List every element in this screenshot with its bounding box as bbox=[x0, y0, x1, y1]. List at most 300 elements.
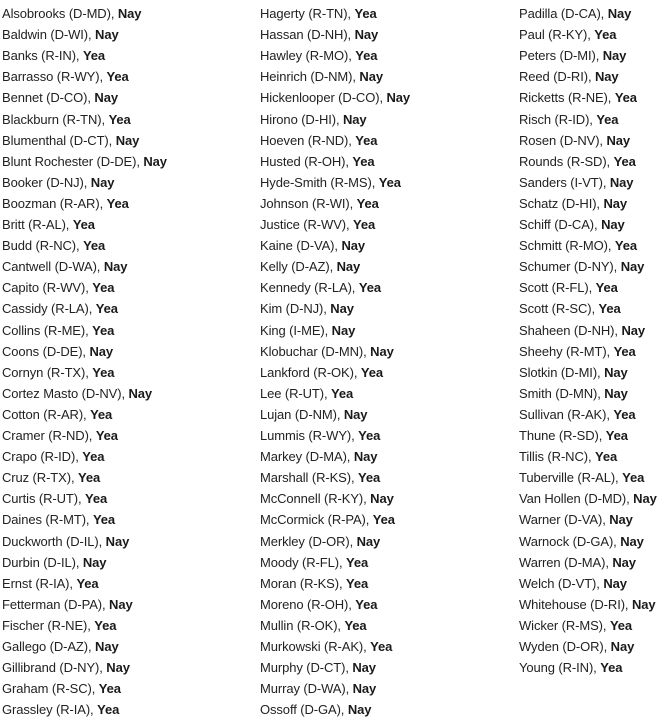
vote-entry bbox=[2, 407, 112, 423]
vote-value: Nay bbox=[631, 596, 656, 612]
vote-entry bbox=[260, 133, 377, 149]
senator-name: Banks (R-IN), bbox=[2, 48, 83, 64]
vote-value: Yea bbox=[595, 449, 618, 465]
vote-entry bbox=[2, 90, 118, 106]
senator-name: Wicker (R-MS), bbox=[519, 617, 610, 633]
vote-value: Nay bbox=[604, 364, 628, 380]
senator-name: Kaine (D-VA), bbox=[260, 238, 342, 254]
vote-value: Nay bbox=[620, 533, 644, 549]
vote-value: Yea bbox=[94, 617, 117, 633]
vote-entry bbox=[2, 196, 129, 212]
senator-name: Shaheen (D-NH), bbox=[519, 322, 622, 338]
vote-entry bbox=[519, 512, 633, 528]
vote-value: Yea bbox=[108, 111, 131, 127]
vote-value: Yea bbox=[77, 470, 101, 486]
senator-name: Blumenthal (D-CT), bbox=[2, 132, 116, 148]
vote-value: Nay bbox=[370, 491, 394, 507]
vote-entry bbox=[519, 48, 626, 64]
vote-entry bbox=[519, 280, 618, 296]
vote-entry bbox=[260, 555, 368, 571]
senator-name: Baldwin (D-WI), bbox=[2, 27, 96, 43]
vote-value: Yea bbox=[357, 470, 381, 486]
senator-name: Paul (R-KY), bbox=[519, 27, 595, 43]
vote-value: Nay bbox=[95, 639, 119, 654]
vote-entry bbox=[260, 428, 380, 444]
vote-entry bbox=[260, 660, 376, 676]
vote-entry bbox=[260, 238, 365, 254]
senator-name: Cramer (R-ND), bbox=[2, 428, 96, 443]
vote-entry bbox=[260, 470, 380, 486]
vote-value: Nay bbox=[612, 554, 636, 570]
vote-entry bbox=[519, 428, 628, 444]
senator-name: Gallego (D-AZ), bbox=[2, 639, 96, 654]
vote-value: Yea bbox=[614, 90, 637, 106]
vote-entry bbox=[2, 597, 133, 613]
vote-entry bbox=[519, 323, 645, 339]
senator-name: Coons (D-DE), bbox=[2, 343, 90, 359]
senator-name: Daines (R-MT), bbox=[2, 512, 93, 528]
vote-entry bbox=[519, 470, 644, 486]
vote-entry bbox=[2, 491, 107, 507]
senator-name: Murray (D-WA), bbox=[260, 681, 353, 697]
vote-entry bbox=[519, 90, 637, 106]
senator-name: Hyde-Smith (R-MS), bbox=[260, 174, 379, 190]
vote-entry bbox=[519, 618, 632, 634]
vote-value: Nay bbox=[604, 385, 628, 401]
vote-value: Nay bbox=[620, 259, 645, 275]
vote-entry bbox=[260, 576, 368, 592]
senator-name: Ossoff (D-GA), bbox=[260, 702, 348, 718]
senator-name: Warren (D-MA), bbox=[519, 554, 613, 570]
senator-name: Durbin (D-IL), bbox=[2, 554, 83, 570]
senator-name: Blackburn (R-TN), bbox=[2, 111, 109, 127]
senator-name: King (I-ME), bbox=[260, 322, 332, 338]
senator-name: Crapo (R-ID), bbox=[2, 449, 83, 465]
vote-entry bbox=[519, 344, 636, 360]
vote-value: Yea bbox=[370, 639, 393, 654]
vote-value: Nay bbox=[621, 322, 646, 338]
vote-entry bbox=[260, 301, 354, 317]
senator-name: Welch (D-VT), bbox=[519, 575, 604, 591]
vote-entry bbox=[260, 154, 375, 170]
vote-value: Nay bbox=[82, 554, 107, 570]
vote-entry bbox=[519, 301, 621, 317]
senator-name: Tillis (R-NC), bbox=[519, 449, 595, 465]
vote-entry bbox=[260, 365, 383, 381]
vote-entry bbox=[519, 133, 630, 149]
vote-entry bbox=[519, 386, 628, 402]
vote-value: Yea bbox=[106, 69, 129, 85]
vote-value: Yea bbox=[346, 575, 369, 591]
senator-name: Schumer (D-NY), bbox=[519, 259, 621, 275]
vote-value: Yea bbox=[92, 280, 115, 296]
vote-entry bbox=[2, 217, 95, 233]
senator-name: Ricketts (R-NE), bbox=[519, 90, 615, 106]
vote-value: Nay bbox=[610, 639, 635, 654]
senator-name: Rounds (R-SD), bbox=[519, 153, 614, 169]
vote-entry bbox=[2, 27, 119, 43]
vote-value: Nay bbox=[330, 301, 354, 317]
vote-value: Yea bbox=[622, 470, 645, 486]
vote-value: Nay bbox=[607, 6, 632, 21]
senator-name: Moody (R-FL), bbox=[260, 554, 347, 570]
vote-value: Nay bbox=[94, 90, 118, 106]
vote-entry bbox=[2, 365, 114, 381]
vote-entry bbox=[2, 238, 105, 254]
vote-entry bbox=[260, 259, 360, 275]
senator-name: Rosen (D-NV), bbox=[519, 132, 607, 148]
vote-entry bbox=[260, 217, 375, 233]
senator-name: Van Hollen (D-MD), bbox=[519, 491, 634, 507]
vote-value: Yea bbox=[594, 27, 617, 43]
vote-entry bbox=[2, 702, 119, 718]
senator-name: Lankford (R-OK), bbox=[260, 364, 361, 380]
senator-name: Mullin (R-OK), bbox=[260, 617, 345, 633]
vote-value: Yea bbox=[83, 238, 106, 254]
vote-entry bbox=[2, 6, 141, 22]
vote-value: Nay bbox=[109, 596, 133, 612]
vote-value: Yea bbox=[613, 153, 636, 169]
vote-entry bbox=[2, 69, 129, 85]
vote-value: Yea bbox=[97, 702, 120, 718]
vote-entry bbox=[260, 196, 379, 212]
senator-name: Blunt Rochester (D-DE), bbox=[2, 153, 144, 169]
vote-value: Nay bbox=[609, 512, 633, 528]
senator-name: Smith (D-MN), bbox=[519, 385, 605, 401]
vote-value: Nay bbox=[89, 343, 114, 359]
vote-value: Nay bbox=[343, 406, 368, 422]
senator-name: Young (R-IN), bbox=[519, 660, 601, 676]
vote-value: Nay bbox=[370, 343, 394, 359]
vote-entry bbox=[260, 280, 381, 296]
vote-entry bbox=[519, 69, 619, 85]
vote-value: Yea bbox=[95, 301, 118, 317]
vote-entry bbox=[2, 449, 104, 465]
vote-value: Yea bbox=[595, 280, 618, 296]
senator-name: Kennedy (R-LA), bbox=[260, 280, 359, 296]
vote-entry bbox=[260, 491, 394, 507]
senator-name: Britt (R-AL), bbox=[2, 217, 73, 232]
roll-call-list bbox=[2, 0, 667, 720]
vote-entry bbox=[2, 133, 139, 149]
senator-name: Hirono (D-HI), bbox=[260, 111, 344, 127]
vote-value: Nay bbox=[356, 533, 381, 549]
vote-entry bbox=[2, 555, 106, 571]
vote-value: Nay bbox=[633, 491, 657, 507]
vote-entry bbox=[519, 491, 657, 507]
senator-name: Cantwell (D-WA), bbox=[2, 259, 104, 275]
vote-entry bbox=[260, 534, 380, 550]
vote-entry bbox=[519, 597, 656, 613]
senator-name: Curtis (R-UT), bbox=[2, 491, 85, 507]
vote-entry bbox=[260, 681, 376, 697]
vote-value: Yea bbox=[82, 449, 105, 465]
vote-entry bbox=[260, 449, 377, 465]
vote-entry bbox=[519, 238, 637, 254]
vote-entry bbox=[519, 639, 634, 655]
vote-entry bbox=[519, 112, 618, 128]
senator-name: Gillibrand (D-NY), bbox=[2, 660, 107, 676]
vote-entry bbox=[2, 428, 118, 444]
vote-entry bbox=[2, 512, 115, 528]
vote-value: Yea bbox=[598, 301, 621, 317]
vote-value: Yea bbox=[355, 132, 378, 148]
vote-value: Nay bbox=[603, 575, 627, 591]
vote-entry bbox=[260, 69, 383, 85]
senator-name: Collins (R-ME), bbox=[2, 322, 93, 338]
vote-entry bbox=[2, 660, 130, 676]
vote-value: Yea bbox=[378, 174, 401, 190]
senator-name: Lujan (D-NM), bbox=[260, 406, 344, 422]
vote-value: Nay bbox=[595, 69, 619, 85]
vote-value: Yea bbox=[92, 322, 115, 338]
senator-name: Boozman (R-AR), bbox=[2, 195, 107, 211]
vote-value: Yea bbox=[346, 554, 369, 570]
senator-name: Merkley (D-OR), bbox=[260, 533, 357, 549]
vote-entry bbox=[260, 175, 401, 191]
vote-value: Nay bbox=[115, 132, 140, 148]
senator-name: Kelly (D-AZ), bbox=[260, 259, 337, 275]
vote-value: Yea bbox=[331, 385, 354, 401]
vote-entry bbox=[519, 196, 627, 212]
vote-value: Nay bbox=[386, 90, 411, 106]
senator-name: Alsobrooks (D-MD), bbox=[2, 6, 118, 21]
vote-entry bbox=[260, 597, 377, 613]
vote-entry bbox=[260, 407, 367, 423]
vote-entry bbox=[2, 259, 127, 275]
senator-name: Markey (D-MA), bbox=[260, 449, 354, 465]
vote-entry bbox=[519, 660, 622, 676]
vote-value: Yea bbox=[355, 48, 378, 64]
senator-name: Ernst (R-IA), bbox=[2, 575, 77, 591]
vote-value: Yea bbox=[353, 217, 376, 232]
vote-entry bbox=[519, 576, 627, 592]
vote-entry bbox=[260, 344, 394, 360]
vote-value: Nay bbox=[347, 702, 372, 718]
senator-name: Padilla (D-CA), bbox=[519, 6, 608, 21]
vote-value: Nay bbox=[341, 238, 365, 254]
senator-name: Schatz (D-HI), bbox=[519, 195, 604, 211]
vote-column-1 bbox=[2, 0, 260, 720]
vote-value: Yea bbox=[95, 428, 118, 443]
vote-value: Nay bbox=[336, 259, 361, 275]
senator-name: Johnson (R-WI), bbox=[260, 195, 357, 211]
vote-value: Nay bbox=[143, 153, 167, 169]
vote-entry bbox=[519, 217, 625, 233]
senator-name: Barrasso (R-WY), bbox=[2, 69, 107, 85]
senator-name: Heinrich (D-NM), bbox=[260, 69, 360, 85]
senator-name: Bennet (D-CO), bbox=[2, 90, 95, 106]
senator-name: Lummis (R-WY), bbox=[260, 428, 359, 443]
vote-value: Yea bbox=[356, 195, 379, 211]
vote-value: Yea bbox=[72, 217, 95, 232]
vote-entry bbox=[260, 90, 410, 106]
vote-value: Yea bbox=[358, 280, 381, 296]
senator-name: Cruz (R-TX), bbox=[2, 470, 78, 486]
senator-name: Whitehouse (D-RI), bbox=[519, 596, 632, 612]
senator-name: Hassan (D-NH), bbox=[260, 27, 355, 43]
senator-name: Sanders (I-VT), bbox=[519, 174, 610, 190]
vote-value: Nay bbox=[90, 174, 115, 190]
vote-value: Yea bbox=[85, 491, 108, 507]
senator-name: Budd (R-NC), bbox=[2, 238, 84, 254]
vote-entry bbox=[2, 681, 121, 697]
vote-value: Yea bbox=[82, 48, 106, 64]
vote-value: Nay bbox=[331, 322, 356, 338]
senator-name: Reed (D-RI), bbox=[519, 69, 595, 85]
vote-value: Yea bbox=[344, 617, 367, 633]
vote-value: Yea bbox=[352, 153, 375, 169]
senator-name: Cortez Masto (D-NV), bbox=[2, 385, 129, 401]
vote-value: Nay bbox=[117, 6, 142, 21]
vote-value: Yea bbox=[92, 364, 115, 380]
senator-name: Duckworth (D-IL), bbox=[2, 533, 106, 549]
senator-name: Lee (R-UT), bbox=[260, 385, 332, 401]
vote-value: Yea bbox=[600, 660, 623, 676]
senator-name: Justice (R-WV), bbox=[260, 217, 354, 232]
senator-name: Klobuchar (D-MN), bbox=[260, 343, 371, 359]
vote-entry bbox=[2, 154, 167, 170]
senator-name: Murphy (D-CT), bbox=[260, 660, 353, 676]
vote-entry bbox=[2, 386, 152, 402]
senator-name: Risch (R-ID), bbox=[519, 111, 597, 127]
vote-value: Yea bbox=[358, 428, 381, 443]
senator-name: Warnock (D-GA), bbox=[519, 533, 621, 549]
vote-value: Yea bbox=[90, 406, 113, 422]
vote-entry bbox=[260, 6, 377, 22]
senator-name: Thune (R-SD), bbox=[519, 428, 606, 443]
vote-entry bbox=[260, 618, 367, 634]
senator-name: Fetterman (D-PA), bbox=[2, 596, 110, 612]
senator-name: Moreno (R-OH), bbox=[260, 596, 356, 612]
vote-entry bbox=[260, 48, 377, 64]
vote-entry bbox=[260, 702, 371, 718]
senator-name: Fischer (R-NE), bbox=[2, 617, 95, 633]
senator-name: Cotton (R-AR), bbox=[2, 406, 91, 422]
vote-entry bbox=[2, 576, 99, 592]
vote-value: Nay bbox=[106, 660, 130, 676]
vote-value: Yea bbox=[614, 238, 638, 254]
senator-name: Husted (R-OH), bbox=[260, 153, 353, 169]
senator-name: Cornyn (R-TX), bbox=[2, 364, 93, 380]
vote-value: Yea bbox=[76, 575, 99, 591]
vote-value: Nay bbox=[609, 174, 634, 190]
senator-name: Kim (D-NJ), bbox=[260, 301, 331, 317]
vote-value: Nay bbox=[343, 111, 367, 127]
vote-value: Yea bbox=[372, 512, 395, 528]
vote-entry bbox=[519, 534, 644, 550]
senator-name: Hoeven (R-ND), bbox=[260, 132, 356, 148]
senator-name: Grassley (R-IA), bbox=[2, 702, 98, 718]
senator-name: McCormick (R-PA), bbox=[260, 512, 373, 528]
vote-entry bbox=[260, 386, 353, 402]
senator-name: Cassidy (R-LA), bbox=[2, 301, 96, 317]
senator-name: Hickenlooper (D-CO), bbox=[260, 90, 387, 106]
vote-value: Nay bbox=[602, 48, 627, 64]
vote-value: Yea bbox=[354, 6, 377, 21]
senator-name: Hagerty (R-TN), bbox=[260, 6, 355, 21]
vote-value: Nay bbox=[105, 533, 130, 549]
senator-name: Sullivan (R-AK), bbox=[519, 406, 614, 422]
vote-entry bbox=[260, 512, 395, 528]
vote-entry bbox=[2, 48, 105, 64]
senator-name: Hawley (R-MO), bbox=[260, 48, 356, 64]
vote-value: Yea bbox=[355, 596, 378, 612]
vote-value: Nay bbox=[353, 449, 378, 465]
vote-entry bbox=[519, 407, 636, 423]
vote-value: Nay bbox=[95, 27, 119, 43]
vote-entry bbox=[260, 323, 355, 339]
senator-name: Scott (R-SC), bbox=[519, 301, 599, 317]
vote-value: Nay bbox=[359, 69, 383, 85]
vote-entry bbox=[2, 112, 131, 128]
vote-column-3 bbox=[519, 0, 667, 720]
vote-entry bbox=[2, 280, 114, 296]
vote-entry bbox=[519, 449, 617, 465]
vote-entry bbox=[2, 470, 100, 486]
senator-name: Sheehy (R-MT), bbox=[519, 343, 614, 359]
senator-name: Capito (R-WV), bbox=[2, 280, 93, 296]
vote-entry bbox=[2, 534, 129, 550]
vote-value: Yea bbox=[613, 406, 636, 422]
vote-entry bbox=[260, 112, 367, 128]
vote-value: Nay bbox=[601, 217, 625, 232]
vote-value: Nay bbox=[603, 195, 628, 211]
senator-name: McConnell (R-KY), bbox=[260, 491, 371, 507]
vote-value: Nay bbox=[606, 132, 631, 148]
senator-name: Wyden (D-OR), bbox=[519, 639, 611, 654]
vote-value: Yea bbox=[609, 617, 633, 633]
senator-name: Tuberville (R-AL), bbox=[519, 470, 623, 486]
vote-value: Nay bbox=[354, 27, 379, 43]
vote-entry bbox=[260, 639, 392, 655]
vote-entry bbox=[260, 27, 378, 43]
vote-value: Yea bbox=[92, 512, 116, 528]
vote-value: Nay bbox=[352, 681, 377, 697]
vote-entry bbox=[2, 618, 116, 634]
vote-entry bbox=[519, 154, 636, 170]
vote-value: Nay bbox=[352, 660, 376, 676]
senator-name: Moran (R-KS), bbox=[260, 575, 347, 591]
vote-value: Yea bbox=[106, 195, 129, 211]
vote-value: Yea bbox=[98, 681, 121, 697]
senator-name: Schmitt (R-MO), bbox=[519, 238, 615, 254]
senator-name: Slotkin (D-MI), bbox=[519, 364, 605, 380]
vote-value: Nay bbox=[128, 385, 153, 401]
vote-value: Yea bbox=[605, 428, 628, 443]
vote-column-2 bbox=[260, 0, 519, 720]
vote-value: Yea bbox=[613, 343, 636, 359]
vote-entry bbox=[2, 323, 114, 339]
vote-value: Yea bbox=[360, 364, 384, 380]
vote-entry bbox=[2, 175, 114, 191]
senator-name: Warner (D-VA), bbox=[519, 512, 610, 528]
senator-name: Booker (D-NJ), bbox=[2, 174, 91, 190]
senator-name: Scott (R-FL), bbox=[519, 280, 596, 296]
vote-entry bbox=[2, 639, 119, 655]
senator-name: Marshall (R-KS), bbox=[260, 470, 358, 486]
senator-name: Schiff (D-CA), bbox=[519, 217, 602, 232]
vote-entry bbox=[519, 365, 628, 381]
vote-entry bbox=[2, 301, 118, 317]
vote-entry bbox=[519, 27, 616, 43]
vote-entry bbox=[519, 555, 636, 571]
vote-value: Nay bbox=[103, 259, 128, 275]
vote-entry bbox=[519, 6, 631, 22]
vote-entry bbox=[519, 259, 644, 275]
senator-name: Murkowski (R-AK), bbox=[260, 639, 371, 654]
senator-name: Peters (D-MI), bbox=[519, 48, 603, 64]
